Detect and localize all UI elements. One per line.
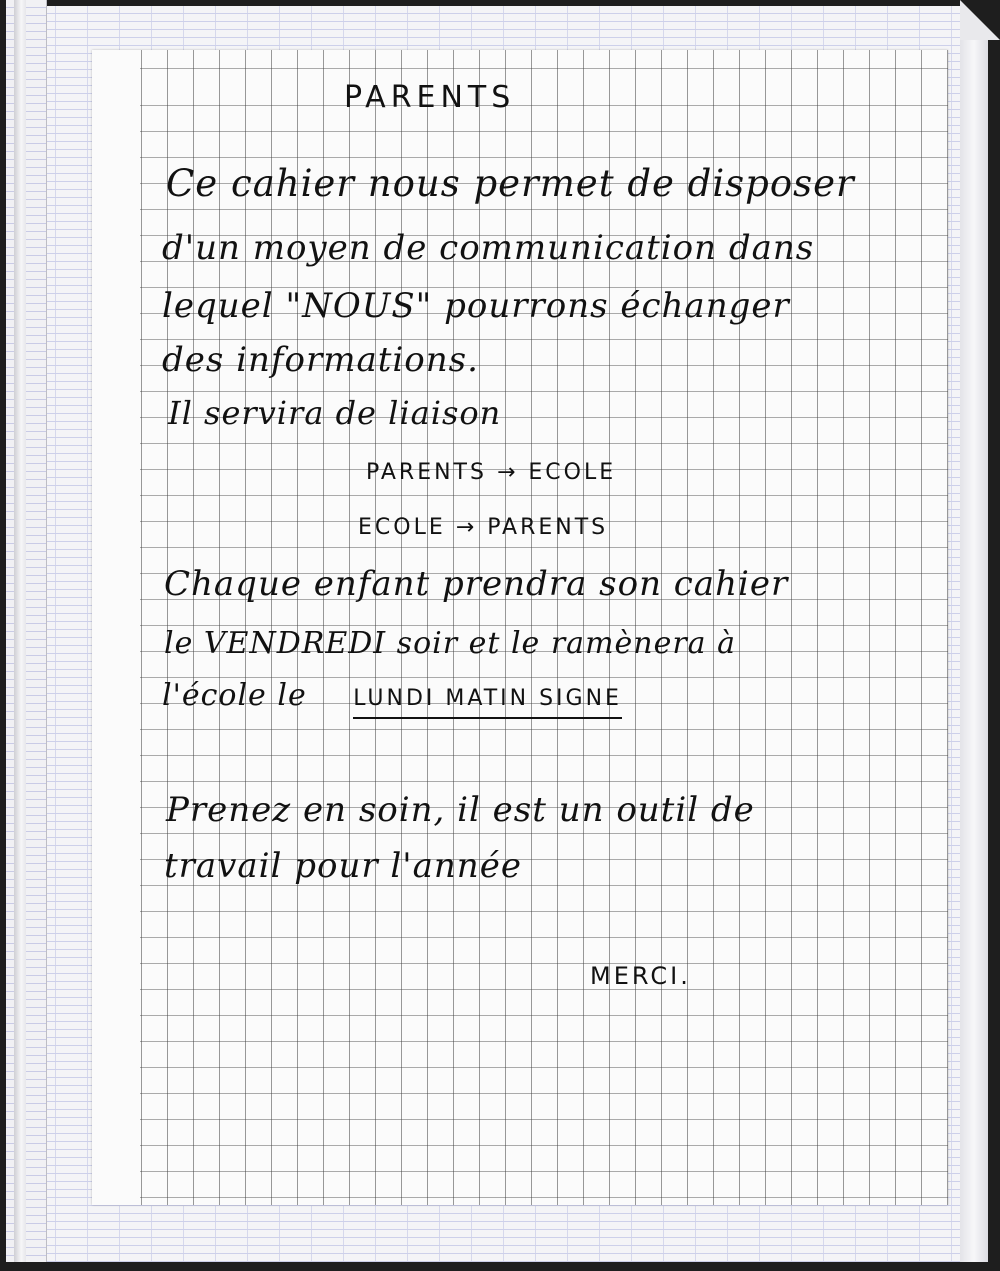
closing-merci: MERCI. — [590, 962, 691, 990]
paragraph3-line1: Prenez en soin, il est un outil de — [166, 790, 755, 830]
paragraph2-line1: Chaque enfant prendra son cahier — [164, 564, 789, 604]
liaison-to-1: ECOLE — [528, 460, 617, 485]
notebook-spine — [14, 0, 26, 1262]
left-page-strip — [6, 0, 47, 1262]
paragraph3-line2: travail pour l'année — [164, 846, 522, 886]
page-edge — [960, 6, 988, 1262]
arrow-right-icon: → — [496, 460, 519, 485]
liaison-line-1 — [366, 460, 616, 485]
liaison-from-2: ECOLE — [358, 515, 446, 540]
paragraph2-line2: le VENDREDI soir et le ramènera à — [164, 626, 736, 661]
underlined-lundi-matin-signe: LUNDI MATIN SIGNE — [353, 686, 622, 719]
sheet-margin — [92, 50, 140, 1205]
liaison-from-1: PARENTS — [366, 460, 487, 485]
paragraph1-line4: des informations. — [162, 340, 479, 380]
liaison-line-2 — [358, 515, 608, 540]
liaison-to-2: PARENTS — [487, 515, 609, 540]
arrow-right-icon: → — [455, 515, 478, 540]
page-title: PARENTS — [344, 80, 516, 115]
paragraph2-line3-prefix: l'école le — [162, 678, 307, 713]
folded-corner — [960, 0, 1000, 40]
glued-squared-sheet — [92, 50, 948, 1205]
paragraph1-line5: Il servira de liaison — [168, 394, 502, 432]
paragraph1-line2: d'un moyen de communication dans — [162, 228, 815, 268]
paragraph2-line3 — [162, 678, 622, 713]
paragraph1-line3: lequel "NOUS" pourrons échanger — [162, 286, 790, 326]
paragraph1-line1: Ce cahier nous permet de disposer — [166, 162, 855, 205]
